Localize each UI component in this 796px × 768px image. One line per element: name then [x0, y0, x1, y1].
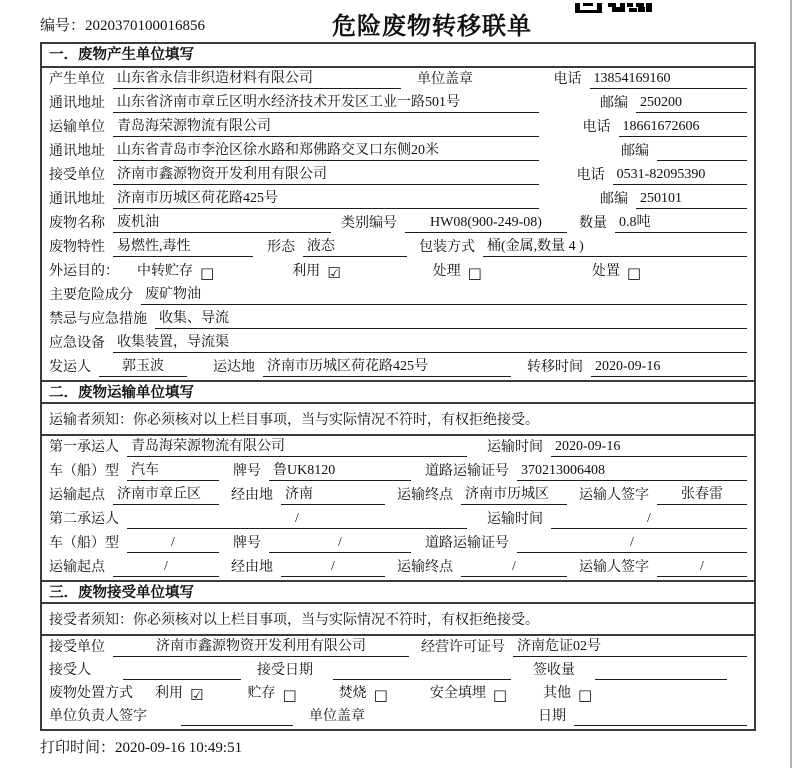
waste-props-row — [42, 236, 754, 260]
sign-date-value — [574, 725, 747, 726]
producer-phone-label: 电话 — [553, 72, 582, 87]
vehicle1-plate-label: 牌号 — [233, 464, 261, 479]
emergency-equipment-row — [42, 332, 754, 356]
disposal-option-landfill-label: 安全填埋 — [429, 686, 486, 701]
carrier2-value: / — [127, 510, 467, 529]
accept-person-value — [123, 679, 241, 680]
transporter-notice: 运输者须知：你必须核对以上栏目事项，当与实际情况不符时，有权拒绝接受。 — [42, 404, 754, 436]
serial-value: 2020370100016856 — [85, 18, 206, 34]
form-table — [40, 42, 756, 731]
waste-props-value: 易燃性,毒性 — [113, 238, 253, 257]
route1-sign-value: 张春雷 — [657, 486, 747, 505]
sign-date-label: 日期 — [538, 709, 566, 724]
checkbox-icon: □ — [578, 686, 593, 704]
carrier2-time-label: 运输时间 — [487, 512, 543, 527]
print-time-value: 2020-09-16 10:49:51 — [115, 740, 243, 756]
serial-number — [40, 14, 205, 35]
waste-pack-value: 桶(金属,数量 4 ) — [483, 238, 747, 257]
waste-pack-label: 包装方式 — [419, 240, 475, 255]
producer-phone-value: 13854169160 — [590, 70, 748, 89]
checkbox-icon: □ — [282, 686, 297, 704]
dispatcher-label: 发运人 — [49, 360, 91, 375]
route1-row — [42, 484, 754, 508]
route2-end-label: 运输终点 — [397, 560, 453, 575]
producer-address-value: 山东省济南市章丘区明水经济技术开发区工业一路501号 — [113, 94, 539, 113]
purpose-option-transfer — [137, 263, 214, 281]
purpose-option-dispose-label: 处置 — [591, 264, 620, 279]
disposal-option-burn — [339, 685, 388, 703]
transport-address-row — [42, 140, 754, 164]
checkbox-checked-icon: ☑ — [190, 686, 204, 704]
purpose-option-treat-label: 处理 — [432, 264, 461, 279]
vehicle1-license-value: 370213006408 — [517, 462, 747, 481]
responsible-sign-label: 单位负责人签字 — [49, 709, 147, 724]
route2-start-label: 运输起点 — [49, 560, 105, 575]
receive-unit-label: 接受单位 — [49, 168, 105, 183]
receive-zip-value: 250101 — [636, 190, 747, 209]
transport-unit-value: 青岛海荣源物流有限公司 — [113, 118, 539, 137]
vehicle1-row — [42, 460, 754, 484]
print-time — [40, 736, 242, 757]
receive-address-row — [42, 188, 754, 212]
transport-zip-label: 邮编 — [621, 144, 649, 159]
checkbox-icon: □ — [626, 264, 642, 282]
checkbox-icon: □ — [492, 686, 508, 704]
route2-row — [42, 556, 754, 580]
route2-sign-value: / — [657, 558, 747, 577]
disposal-option-store — [247, 685, 296, 703]
carrier1-label: 第一承运人 — [49, 440, 119, 455]
purpose-option-use — [292, 263, 340, 281]
responsible-sign-value — [181, 725, 293, 726]
route1-end-label: 运输终点 — [397, 488, 453, 503]
disposal-row — [42, 683, 754, 706]
accept-date-value — [333, 679, 511, 680]
transport-phone-label: 电话 — [582, 120, 611, 135]
unit-seal-label: 单位盖章 — [417, 72, 473, 87]
route1-start-value: 济南市章丘区 — [113, 486, 219, 505]
producer-unit-value: 山东省永信非织造材料有限公司 — [113, 70, 401, 89]
vehicle2-plate-label: 牌号 — [233, 536, 261, 551]
producer-address-row — [42, 92, 754, 116]
route1-via-label: 经由地 — [231, 488, 273, 503]
purpose-option-dispose — [592, 263, 641, 281]
receive-address-value: 济南市历城区荷花路425号 — [113, 190, 539, 209]
disposal-option-burn-label: 焚烧 — [338, 686, 367, 701]
route2-via-value: / — [281, 558, 385, 577]
producer-zip-label: 邮编 — [600, 96, 628, 111]
producer-unit-label: 产生单位 — [49, 72, 105, 87]
vehicle1-license-label: 道路运输证号 — [425, 464, 509, 479]
form-title: 危险废物转移联单 — [332, 14, 532, 40]
producer-address-label: 通讯地址 — [49, 96, 105, 111]
qr-code-fragment — [575, 0, 652, 18]
transport-address-value: 山东省青岛市李沧区徐水路和郑佛路交叉口东侧20米 — [113, 142, 539, 161]
dispatcher-value: 郭玉波 — [99, 358, 187, 377]
receive-unit-row — [42, 164, 754, 188]
signature-row — [42, 706, 754, 729]
emergency-measures-row — [42, 308, 754, 332]
vehicle2-type-value: / — [127, 534, 219, 553]
dispatch-row — [42, 356, 754, 380]
unit-seal2-label: 单位盖章 — [309, 709, 365, 724]
receiver-notice: 接受者须知：你必须核对以上栏目事项，当与实际情况不符时，有权拒绝接受。 — [42, 604, 754, 636]
checkbox-checked-icon: ☑ — [327, 264, 341, 282]
disposal-option-use — [155, 685, 203, 703]
carrier2-time-value: / — [551, 510, 747, 529]
vehicle1-plate-value: 鲁UK8120 — [269, 462, 411, 481]
hazard-row — [42, 284, 754, 308]
route2-sign-label: 运输人签字 — [579, 560, 649, 575]
carrier1-row — [42, 436, 754, 460]
waste-qty-value: 0.8吨 — [615, 214, 747, 233]
route2-via-label: 经由地 — [231, 560, 273, 575]
carrier2-row — [42, 508, 754, 532]
purpose-option-use-label: 利用 — [292, 264, 321, 279]
checkbox-icon: □ — [373, 686, 388, 704]
hazard-label: 主要危险成分 — [49, 288, 133, 303]
permit-value: 济南危证02号 — [513, 638, 747, 657]
route1-sign-label: 运输人签字 — [579, 488, 649, 503]
waste-code-value: HW08(900-249-08) — [405, 214, 567, 233]
transport-unit-row — [42, 116, 754, 140]
serial-label: 编号： — [40, 18, 86, 34]
checkbox-icon: □ — [200, 264, 215, 282]
vehicle1-type-label: 车（船）型 — [49, 464, 119, 479]
vehicle2-row — [42, 532, 754, 556]
carrier2-label: 第二承运人 — [49, 512, 119, 527]
accept-qty-label: 签收量 — [533, 663, 575, 678]
producer-unit-row — [42, 68, 754, 92]
purpose-option-treat — [433, 263, 482, 281]
disposal-option-landfill — [430, 685, 507, 703]
carrier1-time-label: 运输时间 — [487, 440, 543, 455]
vehicle2-license-value: / — [517, 534, 747, 553]
hazard-value: 废矿物油 — [141, 286, 747, 305]
emergency-measures-value: 收集、导流 — [155, 310, 747, 329]
waste-name-value: 废机油 — [113, 214, 331, 233]
waste-form-label: 形态 — [267, 240, 295, 255]
destination-label: 运达地 — [213, 360, 255, 375]
waste-code-label: 类别编号 — [341, 216, 397, 231]
accept-date-label: 接受日期 — [257, 663, 313, 678]
purpose-label: 外运目的： — [49, 264, 119, 279]
producer-zip-value: 250200 — [636, 94, 747, 113]
accept-row — [42, 660, 754, 683]
page-edge-line — [790, 0, 792, 768]
emergency-measures-label: 禁忌与应急措施 — [49, 312, 147, 327]
accept-qty-value — [595, 679, 727, 680]
receive-zip-label: 邮编 — [600, 192, 628, 207]
print-time-label: 打印时间： — [40, 740, 116, 756]
emergency-equipment-label: 应急设备 — [49, 336, 105, 351]
disposal-option-store-label: 贮存 — [247, 686, 276, 701]
receive-phone-value: 0531-82095390 — [613, 166, 747, 185]
waste-name-label: 废物名称 — [49, 216, 105, 231]
vehicle2-plate-value: / — [269, 534, 411, 553]
disposal-option-other — [543, 685, 592, 703]
waste-form-value: 液态 — [303, 238, 407, 257]
transport-unit-label: 运输单位 — [49, 120, 105, 135]
destination-value: 济南市历城区荷花路425号 — [263, 358, 511, 377]
route2-end-value: / — [461, 558, 567, 577]
route1-end-value: 济南市历城区 — [461, 486, 567, 505]
vehicle2-license-label: 道路运输证号 — [425, 536, 509, 551]
waste-name-row — [42, 212, 754, 236]
vehicle2-type-label: 车（船）型 — [49, 536, 119, 551]
receiver-unit-value: 济南市鑫源物资开发利用有限公司 — [113, 638, 409, 657]
receive-unit-value: 济南市鑫源物资开发利用有限公司 — [113, 166, 539, 185]
checkbox-icon: □ — [467, 264, 482, 282]
receiver-unit-row — [42, 636, 754, 660]
transfer-time-label: 转移时间 — [527, 360, 583, 375]
section2-title: 二．废物运输单位填写 — [42, 380, 754, 404]
receiver-unit-label: 接受单位 — [49, 640, 105, 655]
receive-address-label: 通讯地址 — [49, 192, 105, 207]
route1-start-label: 运输起点 — [49, 488, 105, 503]
disposal-label: 废物处置方式 — [49, 686, 133, 701]
disposal-option-other-label: 其他 — [543, 686, 572, 701]
purpose-option-transfer-label: 中转贮存 — [137, 264, 193, 279]
carrier1-time-value: 2020-09-16 — [551, 438, 747, 457]
section3-title: 三．废物接受单位填写 — [42, 580, 754, 604]
route2-start-value: / — [113, 558, 219, 577]
emergency-equipment-value: 收集装置，导流渠 — [113, 334, 747, 353]
receive-phone-label: 电话 — [576, 168, 605, 183]
vehicle1-type-value: 汽车 — [127, 462, 219, 481]
purpose-row — [42, 260, 754, 284]
accept-person-label: 接受人 — [49, 663, 91, 678]
waste-props-label: 废物特性 — [49, 240, 105, 255]
transport-zip-value — [657, 160, 747, 161]
waste-qty-label: 数量 — [579, 216, 607, 231]
transport-address-label: 通讯地址 — [49, 144, 105, 159]
route1-via-value: 济南 — [281, 486, 385, 505]
transport-phone-value: 18661672606 — [619, 118, 748, 137]
permit-label: 经营许可证号 — [421, 640, 505, 655]
carrier1-value: 青岛海荣源物流有限公司 — [127, 438, 467, 457]
section1-title: 一．废物产生单位填写 — [42, 44, 754, 68]
disposal-option-use-label: 利用 — [155, 686, 183, 701]
transfer-time-value: 2020-09-16 — [591, 358, 747, 377]
